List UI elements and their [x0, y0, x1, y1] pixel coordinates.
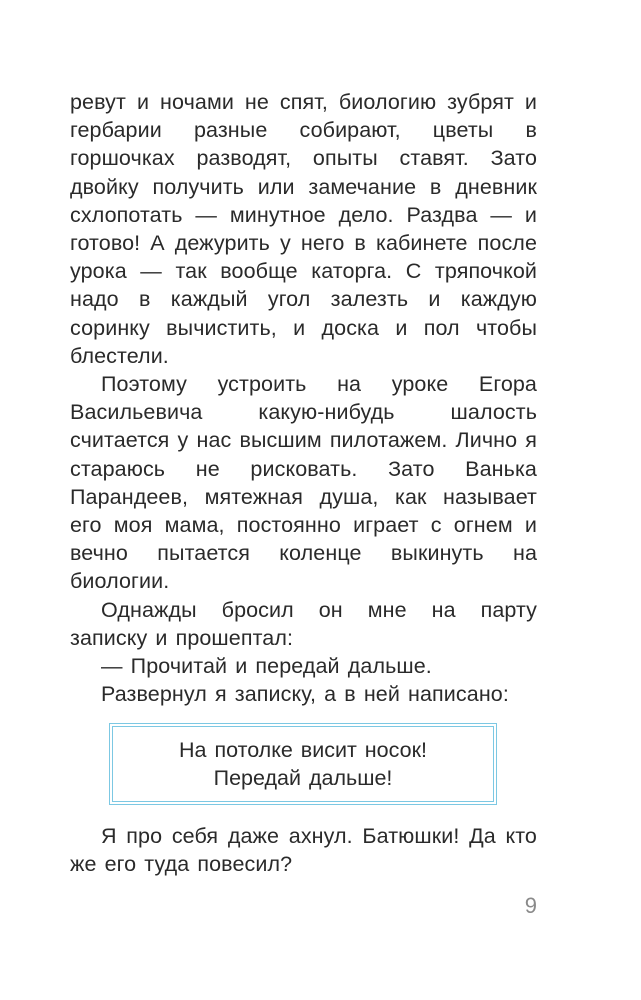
paragraph-3: Однажды бросил он мне на парту записку и прошептал: [70, 597, 537, 650]
paragraph-5: Развернул я записку, а в ней написано: [101, 682, 509, 707]
paragraph-2: Поэтому устроить на уроке Егора Васильевича какую-нибудь шалость считается у нас высшим пилотажем. Лично я стараюсь не рисковать. Зато Ванька Парандеев, мятежная душа, как называет его моя мама, постоянно играет с огнем и вечно пытается коленце выкинуть на биологии. [70, 372, 537, 594]
paragraph-4-dialogue: — Прочитай и передай дальше. [101, 654, 432, 679]
note-line-1: На потолке висит носок! [179, 738, 427, 762]
note-line-2: Передай дальше! [213, 766, 393, 790]
paragraph-6: Я про себя даже ахнул. Батюшки! Да кто же его туда повесил? [70, 824, 537, 877]
book-page-text [70, 88, 537, 708]
paragraph-1: ревут и ночами не спят, биологию зубрят и гербарии разные собирают, цветы в горшочках разводят, опыты ставят. Зато двойку получить или замечание в дневник схлопотать — минутное дело. Раздва — и готово! А дежурить у него в кабинете после урока — так вообще каторга. С тряпочкой надо в каждый угол залезть и каждую соринку вычистить, и доска и пол чтобы блестели. [70, 90, 537, 368]
note-box [109, 723, 497, 805]
page-number: 9 [524, 893, 537, 918]
after-note-text [70, 822, 537, 878]
